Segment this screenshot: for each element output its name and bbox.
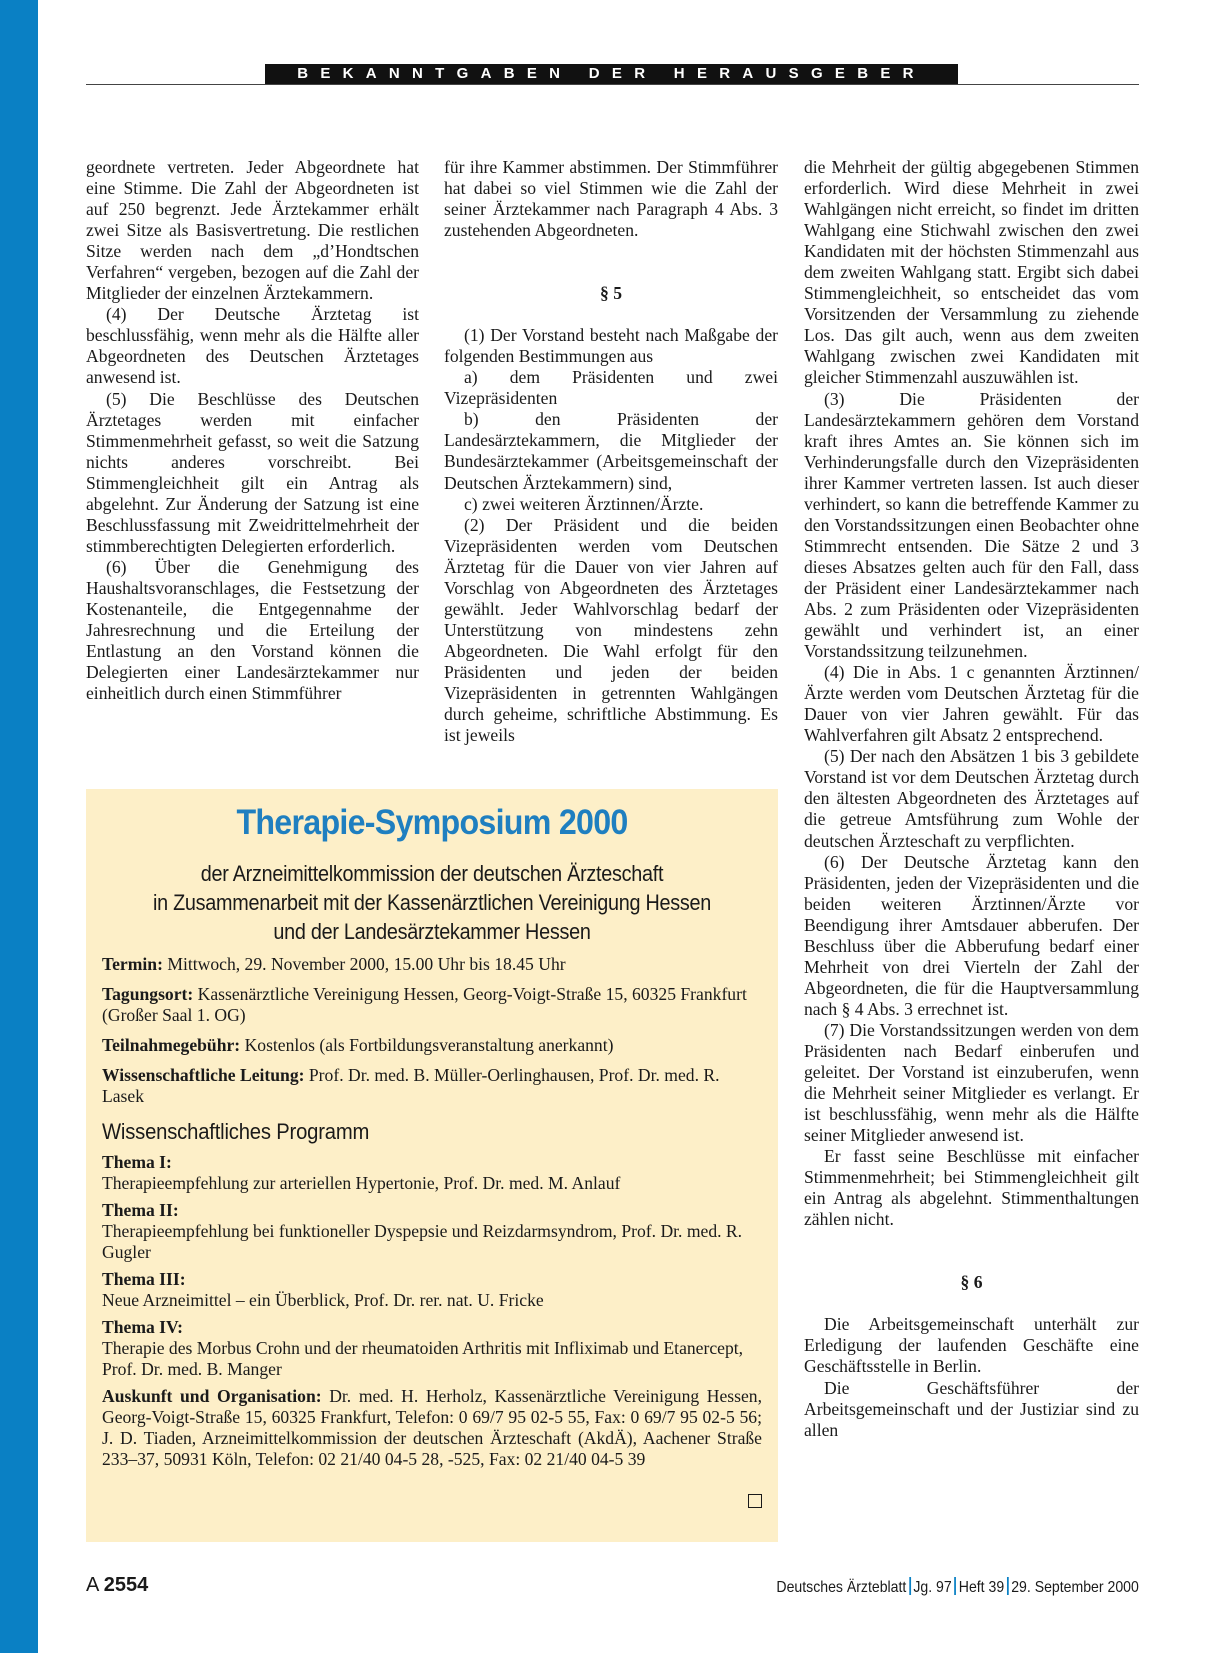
leadership-line <box>102 1065 762 1107</box>
list-item: a) dem Präsidenten und zwei Vizepräsidenten <box>444 367 778 409</box>
fee-value: Kostenlos (als Fortbildungsveranstaltung anerkannt) <box>240 1035 614 1055</box>
theme-label: Thema II: <box>102 1200 179 1220</box>
theme-label: Thema III: <box>102 1269 186 1289</box>
journal-issue: Heft 39 <box>958 1579 1005 1596</box>
paragraph: (7) Die Vorstandssitzungen werden von dem Präsidenten nach Bedarf einberufen und geleitet. Der Vorstand ist einzuberufen, wenn die Mehrheit seiner Mitglieder es verlangt. Er ist beschlussfähig, wenn mehr als die Hälfte seiner Mitglieder anwesend ist. <box>804 1019 1139 1146</box>
announcement-details <box>102 954 762 1479</box>
fee-line <box>102 1035 762 1056</box>
program-item <box>102 1200 762 1263</box>
text-column-3 <box>804 157 1139 1441</box>
venue-value: Kassenärztliche Vereinigung Hessen, Georg-Voigt-Straße 15, 60325 Frankfurt (Großer Saal 1. OG) <box>102 984 747 1025</box>
journal-name: Deutsches Ärzteblatt <box>776 1579 907 1596</box>
termin-label: Termin: <box>102 954 163 974</box>
contact-line <box>102 1386 762 1470</box>
paragraph: (1) Der Vorstand besteht nach Maßgabe der folgenden Bestimmungen aus <box>444 325 778 367</box>
section-heading: § 6 <box>960 1272 983 1293</box>
program-heading: Wissenschaftliches Programm <box>102 1119 370 1144</box>
text-column-1 <box>86 157 419 704</box>
announcement-box <box>86 789 778 1542</box>
subtitle-line: der Arzneimittelkommission der deutschen Ärzteschaft <box>200 861 664 886</box>
theme-text: Neue Arzneimittel – ein Überblick, Prof. Dr. rer. nat. U. Fricke <box>102 1290 544 1310</box>
venue-label: Tagungsort: <box>102 984 194 1004</box>
theme-label: Thema I: <box>102 1152 172 1172</box>
contact-label: Auskunft und Organisation: <box>102 1386 322 1406</box>
text-column-2 <box>444 157 778 746</box>
paragraph: (4) Der Deutsche Ärztetag ist beschlussfähig, wenn mehr als die Hälfte aller Abgeordneten des Deutschen Ärztetages anwesend ist. <box>86 304 419 388</box>
announcement-title: Therapie-Symposium 2000 <box>236 803 628 842</box>
theme-text: Therapieempfehlung bei funktioneller Dyspepsie und Reizdarmsyndrom, Prof. Dr. med. R. Gugler <box>102 1221 743 1262</box>
paragraph: Er fasst seine Beschlüsse mit einfacher Stimmenmehrheit; bei Stimmengleichheit gilt ein Antrag als abgelehnt. Stimmenthaltungen zählen nicht. <box>804 1146 1139 1230</box>
divider <box>955 1577 957 1595</box>
page-number-value: 2554 <box>103 1574 149 1596</box>
divider <box>909 1577 911 1595</box>
program-item <box>102 1317 762 1380</box>
paragraph: geordnete vertreten. Jeder Abgeordnete hat eine Stimme. Die Zahl der Abgeordneten ist auf 250 begrenzt. Jede Ärztekammer erhält zwei Sitze als Basisvertretung. Die restlichen Sitze werden nach dem „d’Hondtschen Verfahren“ vergeben, bezogen auf die Zahl der Mitglieder der einzelnen Ärztekammern. <box>86 157 419 304</box>
page-number <box>86 1574 148 1597</box>
paragraph: (2) Der Präsident und die beiden Vizepräsidenten werden vom Deutschen Ärztetag für die Dauer von vier Jahren auf Vorschlag von Abgeordneten des Ärztetages gewählt. Jeder Wahlvorschlag bedarf der Unterstützung von mindestens zehn Abgeordneten. Die Wahl erfolgt für den Präsidenten und jeden der beiden Vizepräsidenten in getrennten Wahlgängen durch geheime, schriftliche Abstimmung. Es ist jeweils <box>444 514 778 746</box>
termin-line <box>102 954 762 975</box>
theme-label: Thema IV: <box>102 1317 183 1337</box>
section-header: BEKANNTGABEN DER HERAUSGEBER <box>265 64 958 84</box>
paragraph: Die Geschäftsführer der Arbeitsgemeinschaft und der Justiziar sind zu allen <box>804 1377 1139 1440</box>
header-rule <box>86 84 1139 85</box>
list-item: b) den Präsidenten der Landesärztekammern, die Mitglieder der Bundesärztekammer (Arbeitsgemeinschaft der Deutschen Ärztekammern) sind, <box>444 409 778 493</box>
announcement-subtitle <box>121 859 744 946</box>
contact-value: Dr. med. H. Herholz, Kassenärztliche Vereinigung Hessen, Georg-Voigt-Straße 15, 60325 Frankfurt, Telefon: 0 69/7 95 02-5 55, Fax: 0 69/7 95 02-5 56; J. D. Tiaden, Arzneimittelkommission der deutschen Ärzteschaft (AkdÄ), Aachener Straße 233–37, 50931 Köln, Telefon: 02 21/40 04-5 28, -525, Fax: 02 21/40 04-5 39 <box>102 1386 762 1469</box>
page-prefix: A <box>86 1574 104 1596</box>
program-item <box>102 1152 762 1194</box>
section-heading: § 5 <box>600 283 622 304</box>
paragraph: die Mehrheit der gültig abgegebenen Stimmen erforderlich. Wird diese Mehrheit in zwei Wahlgängen nicht erreicht, so findet im dritten Wahlgang eine Stichwahl zwischen den zwei Kandidaten mit der höchsten Stimmenzahl aus dem zweiten Wahlgang statt. Ergibt sich dabei Stimmengleichheit, so entscheidet das vom Vorsitzenden der Versammlung zu ziehende Los. Das gilt auch, wenn aus dem zweiten Wahlgang zwischen zwei Kandidaten mit gleicher Stimmenzahl auszuwählen ist. <box>804 157 1139 388</box>
list-item: c) zwei weiteren Ärztinnen/Ärzte. <box>464 493 704 514</box>
paragraph: (6) Der Deutsche Ärztetag kann den Präsidenten, jeden der Vizepräsidenten und die beiden weiteren Ärztinnen/Ärzte vor Beendigung ihrer Amtsdauer abberufen. Der Beschluss über die Abberufung bedarf einer Mehrheit von drei Vierteln der Zahl der Abgeordneten, die für die Hauptversammlung nach § 4 Abs. 3 errechnet ist. <box>804 851 1139 1019</box>
end-of-article-icon <box>748 1494 762 1508</box>
paragraph: Die Arbeitsgemeinschaft unterhält zur Erledigung der laufenden Geschäfte eine Geschäftsstelle in Berlin. <box>804 1314 1139 1377</box>
fee-label: Teilnahmegebühr: <box>102 1035 241 1055</box>
leadership-label: Wissenschaftliche Leitung: <box>102 1065 305 1085</box>
divider <box>1007 1577 1009 1595</box>
paragraph: (4) Die in Abs. 1 c genannten Ärztinnen/Ärzte werden vom Deutschen Ärztetag für die Dauer von vier Jahren gewählt. Für das Wahlverfahren gilt Absatz 2 entsprechend. <box>804 662 1139 746</box>
theme-text: Therapie des Morbus Crohn und der rheumatoiden Arthritis mit Infliximab und Etanercept, Prof. Dr. med. B. Manger <box>102 1338 744 1379</box>
journal-citation <box>777 1577 1139 1597</box>
journal-date: 29. September 2000 <box>1011 1579 1139 1596</box>
paragraph: (5) Der nach den Absätzen 1 bis 3 gebildete Vorstand ist vor dem Deutschen Ärztetag durch den ältesten Abgeordneten des Ärztetages auf die getreue Amtsführung zum Wohle der deutschen Ärzteschaft zu verpflichten. <box>804 746 1139 851</box>
paragraph: (5) Die Beschlüsse des Deutschen Ärztetages werden mit einfacher Stimmenmehrheit gefasst, so weit die Satzung nichts anderes vorschreibt. Bei Stimmengleichheit gilt ein Antrag als abgelehnt. Zur Änderung der Satzung ist eine Beschlussfassung mit Zweidrittelmehrheit der stimmberechtigten Delegierten erforderlich. <box>86 388 419 556</box>
termin-value: Mittwoch, 29. November 2000, 15.00 Uhr bis 18.45 Uhr <box>162 954 566 974</box>
theme-text: Therapieempfehlung zur arteriellen Hypertonie, Prof. Dr. med. M. Anlauf <box>102 1173 621 1193</box>
paragraph: (3) Die Präsidenten der Landesärztekammern gehören dem Vorstand kraft ihres Amtes an. Sie können sich im Verhinderungsfalle durch den Vizepräsidenten ihrer Kammer vertreten lassen. Ist auch dieser verhindert, so kann die betreffende Kammer zu den Vorstandssitzungen einen Beobachter ohne Stimmrecht entsenden. Die Sätze 2 und 3 dieses Absatzes gelten auch für den Fall, dass der Präsident einer Landesärztekammer nach Abs. 2 zum Präsidenten oder Vizepräsidenten gewählt und verhindert ist, an einer Vorstandssitzung teilzunehmen. <box>804 388 1139 662</box>
leadership-value: Prof. Dr. med. B. Müller-Oerlinghausen, Prof. Dr. med. R. Lasek <box>102 1065 720 1106</box>
subtitle-line: und der Landesärztekammer Hessen <box>273 919 591 944</box>
side-color-bar <box>0 0 38 1653</box>
paragraph: für ihre Kammer abstimmen. Der Stimmführer hat dabei so viel Stimmen wie die Zahl der seiner Ärztekammer nach Paragraph 4 Abs. 3 zustehenden Abgeordneten. <box>444 157 778 241</box>
program-item <box>102 1269 762 1311</box>
journal-volume: Jg. 97 <box>913 1579 952 1596</box>
venue-line <box>102 984 762 1026</box>
paragraph: (6) Über die Genehmigung des Haushaltsvoranschlages, die Festsetzung der Kostenanteile, die Entgegennahme der Jahresrechnung und die Erteilung der Entlastung an den Vorstand können die Delegierten einer Landesärztekammer nur einheitlich durch einen Stimmführer <box>86 556 419 704</box>
subtitle-line: in Zusammenarbeit mit der Kassenärztlichen Vereinigung Hessen <box>152 890 712 915</box>
